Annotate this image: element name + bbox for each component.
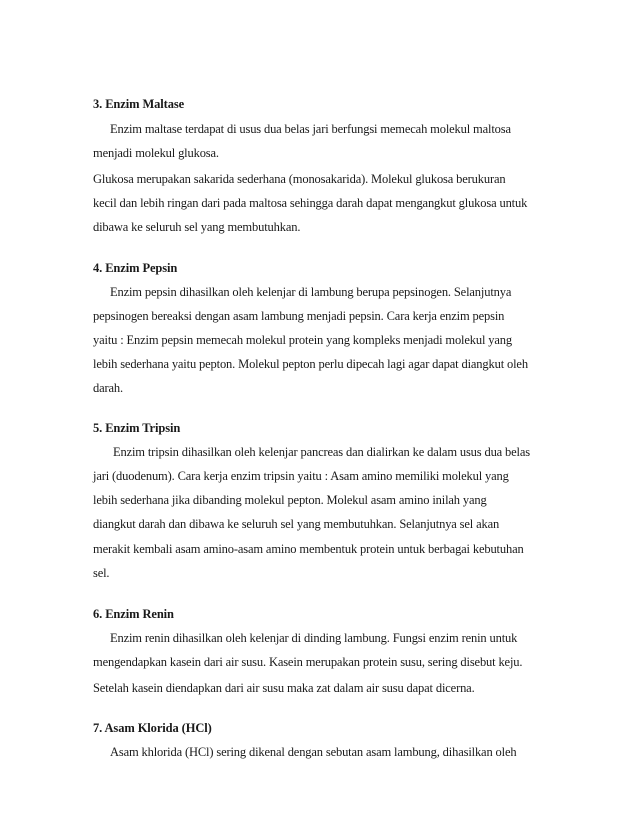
paragraph-line: mengendapkan kasein dari air susu. Kasein merupakan protein susu, sering disebut keju. (93, 655, 523, 669)
paragraph-line: darah. (93, 381, 123, 395)
section-heading: 6. Enzim Renin (93, 607, 174, 621)
paragraph-line: Asam khlorida (HCl) sering dikenal dengan sebutan asam lambung, dihasilkan oleh (110, 745, 517, 759)
section-heading: 3. Enzim Maltase (93, 97, 185, 111)
section-heading: 7. Asam Klorida (HCl) (93, 721, 212, 735)
paragraph-line: Enzim renin dihasilkan oleh kelenjar di dinding lambung. Fungsi enzim renin untuk (110, 631, 518, 645)
paragraph-line: diangkut darah dan dibawa ke seluruh sel yang membutuhkan. Selanjutnya sel akan (93, 517, 500, 531)
section-heading: 4. Enzim Pepsin (93, 261, 178, 275)
paragraph-line: Enzim maltase terdapat di usus dua belas jari berfungsi memecah molekul maltosa (110, 122, 511, 136)
paragraph-line: Enzim pepsin dihasilkan oleh kelenjar di lambung berupa pepsinogen. Selanjutnya (110, 285, 512, 299)
paragraph-line: Enzim tripsin dihasilkan oleh kelenjar pancreas dan dialirkan ke dalam usus dua belas (113, 445, 530, 459)
paragraph-line: jari (duodenum). Cara kerja enzim tripsin yaitu : Asam amino memiliki molekul yang (93, 469, 509, 483)
paragraph-line: Glukosa merupakan sakarida sederhana (monosakarida). Molekul glukosa berukuran (93, 172, 506, 186)
paragraph-line: dibawa ke seluruh sel yang membutuhkan. (93, 220, 301, 234)
paragraph-line: kecil dan lebih ringan dari pada maltosa sehingga darah dapat mengangkut glukosa untuk (93, 196, 528, 210)
paragraph-line: merakit kembali asam amino-asam amino membentuk protein untuk berbagai kebutuhan (93, 542, 524, 556)
paragraph-line: yaitu : Enzim pepsin memecah molekul protein yang kompleks menjadi molekul yang (93, 333, 512, 347)
paragraph-line: sel. (93, 566, 110, 580)
paragraph-line: Setelah kasein diendapkan dari air susu maka zat dalam air susu dapat dicerna. (93, 681, 475, 695)
section-heading: 5. Enzim Tripsin (93, 421, 181, 435)
paragraph-line: lebih sederhana yaitu pepton. Molekul pepton perlu dipecah lagi agar dapat diangkut oleh (93, 357, 528, 371)
paragraph-line: menjadi molekul glukosa. (93, 146, 219, 160)
paragraph-line: pepsinogen bereaksi dengan asam lambung menjadi pepsin. Cara kerja enzim pepsin (93, 309, 505, 323)
paragraph-line: lebih sederhana jika dibanding molekul pepton. Molekul asam amino inilah yang (93, 493, 487, 507)
